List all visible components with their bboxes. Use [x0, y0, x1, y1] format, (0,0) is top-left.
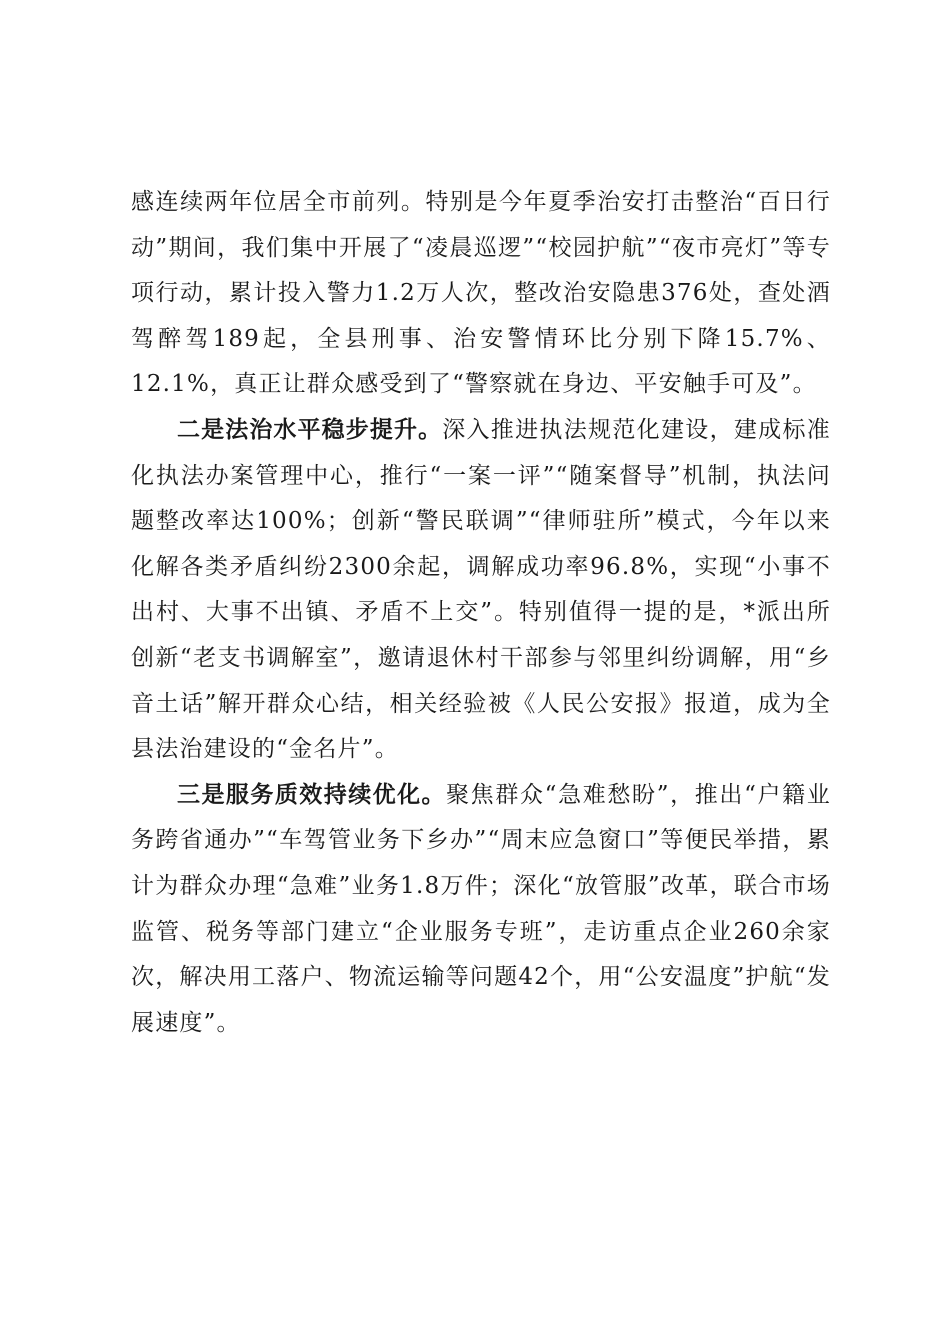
paragraph-lead: 二是法治水平稳步提升。 [177, 416, 443, 443]
document-body [131, 180, 831, 1046]
paragraph-text: 感连续两年位居全市前列。特别是今年夏季治安打击整治“百日行动”期间，我们集中开展了“凌晨巡逻”“校园护航”“夜市亮灯”等专项行动，累计投入警力1.2万人次，整改治安隐患376处，查处酒驾醉驾189起，全县刑事、治安警情环比分别下降15.7%、12.1%，真正让群众感受到了“警察就在身边、平安触手可及”。 [131, 189, 831, 398]
paragraph-rule-of-law [131, 408, 831, 773]
paragraph-lead: 三是服务质效持续优化。 [177, 781, 447, 808]
paragraph-public-safety [131, 180, 831, 408]
paragraph-text: 聚焦群众“急难愁盼”，推出“户籍业务跨省通办”“车驾管业务下乡办”“周末应急窗口”等便民举措，累计为群众办理“急难”业务1.8万件；深化“放管服”改革，联合市场监管、税务等部门建立“企业服务专班”，走访重点企业260余家次，解决用工落户、物流运输等问题42个，用“公安温度”护航“发展速度”。 [131, 781, 832, 1036]
paragraph-service-quality [131, 773, 831, 1047]
paragraph-text: 深入推进执法规范化建设，建成标准化执法办案管理中心，推行“一案一评”“随案督导”机制，执法问题整改率达100%；创新“警民联调”“律师驻所”模式，今年以来化解各类矛盾纠纷2300余起，调解成功率96.8%，实现“小事不出村、大事不出镇、矛盾不上交”。特别值得一提的是，*派出所创新“老支书调解室”，邀请退休村干部参与邻里纠纷调解，用“乡音土话”解开群众心结，相关经验被《人民公安报》报道，成为全县法治建设的“金名片”。 [131, 416, 832, 763]
